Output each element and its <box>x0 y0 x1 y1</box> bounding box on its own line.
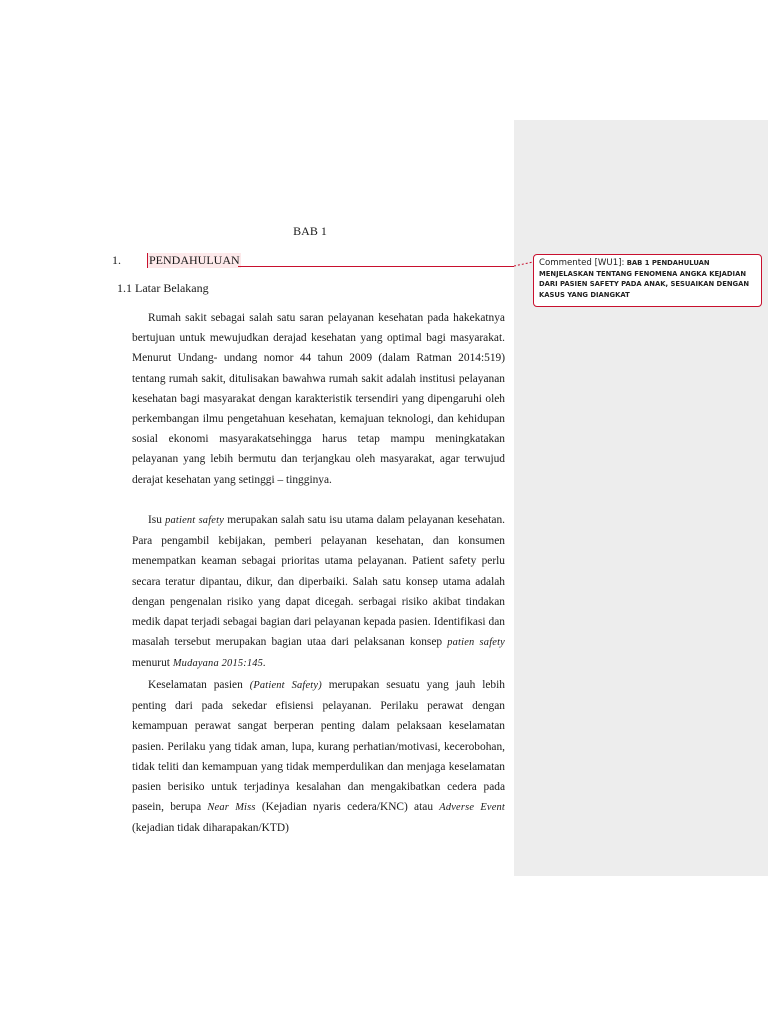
p2-text-3: menurut <box>132 657 173 670</box>
p2-text-1: Isu <box>148 514 166 526</box>
heading-title-commented[interactable]: PENDAHULUAN <box>149 253 240 267</box>
heading-number: 1. <box>112 253 121 267</box>
p3-italic-3: Adverse Event <box>439 802 505 814</box>
p2-italic-2: patien safety <box>447 637 505 649</box>
paragraph-3 <box>132 675 505 839</box>
comment-balloon[interactable] <box>533 254 762 307</box>
paragraph-2 <box>132 510 505 675</box>
chapter-title: BAB 1 <box>293 224 327 238</box>
p3-italic-1: (Patient Safety) <box>249 680 322 691</box>
p3-text-2: merupakan sesuatu yang jauh lebih penting dari pada sekedar efisiensi pelayanan. Perilaku perawat dengan kemampuan perawat sangat berperan penting dalam pelaksaan keselamatan pasien. Perilaku yang tidak aman, lupa, kurang perhatian/motivasi, kecerobohan, tidak teliti dan kemampuan yang tidak memperdulikan dan menjaga keselamatan pasien berisiko untuk terjadinya kesalahan dan mengakibatkan cedera pada pasein, berupa <box>132 679 505 814</box>
comment-text: BAB 1 PENDAHULUAN MENJELASKAN TENTANG FENOMENA ANGKA KEJADIAN DARI PASIEN SAFETY PADA ANAK, SESUAIKAN DENGAN KASUS YANG DIANGKAT <box>539 259 750 299</box>
p3-text-4: (kejadian tidak diharapakan/KTD) <box>132 822 289 835</box>
comment-label: Commented [WU1]: <box>539 258 625 268</box>
paragraph-1-text: Rumah sakit sebagai salah satu saran pelayanan kesehatan pada hakekatnya bertujuan untuk mewujudkan derajad kesehatan yang optimal bagi masyarakat. Menurut Undang- undang nomor 44 tahun 2009 (dalam Ratman 2014:519) tentang rumah sakit, ditulisakan bawahwa rumah sakit adalah institusi pelayanan kesehatan bagi masyarakat dengan karakteristik tersendiri yang dipengaruhi oleh perkembangan ilmu pengetahuan kesehatan, kemajuan teknologi, dan kehidupan sosial ekonomi masyarakatsehingga harus tetap mampu meningkatakan pelayanan yang lebih bermutu dan terjangkau oleh masyarakat, agar terwujud derajat kesehatan yang setinggi – tingginya. <box>132 312 505 486</box>
subsection-heading: 1.1 Latar Belakang <box>117 281 209 295</box>
p2-text-2: merupakan salah satu isu utama dalam pelayanan kesehatan. Para pengambil kebijakan, pemberi pelayanan kesehatan, dan konsumen menempatkan keaman sebagai prioritas utama pelayanan. Patient safety perlu secara teratur dipantau, dikur, dan diperbaiki. Salah satu konsep utama adalah dengan pengenalan risiko yang dapat dicegah. serbagai risiko akibat tindakan medik dapat terjadi sebagai bagian dari pelayanan kepada pasien. Identifikasi dan masalah tersebut merupakan bagian utaa dari pelaksanan konsep <box>132 514 505 649</box>
paragraph-1 <box>132 308 505 490</box>
p3-text-3: (Kejadian nyaris cedera/KNC) atau <box>255 801 440 814</box>
p2-italic-3: Mudayana 2015:145. <box>172 658 266 670</box>
comment-anchor-line <box>238 266 514 267</box>
p3-italic-2: Near Miss <box>207 802 256 814</box>
p3-text-1: Keselamatan pasien <box>148 679 250 691</box>
p2-italic-1: patient safety <box>165 515 225 526</box>
